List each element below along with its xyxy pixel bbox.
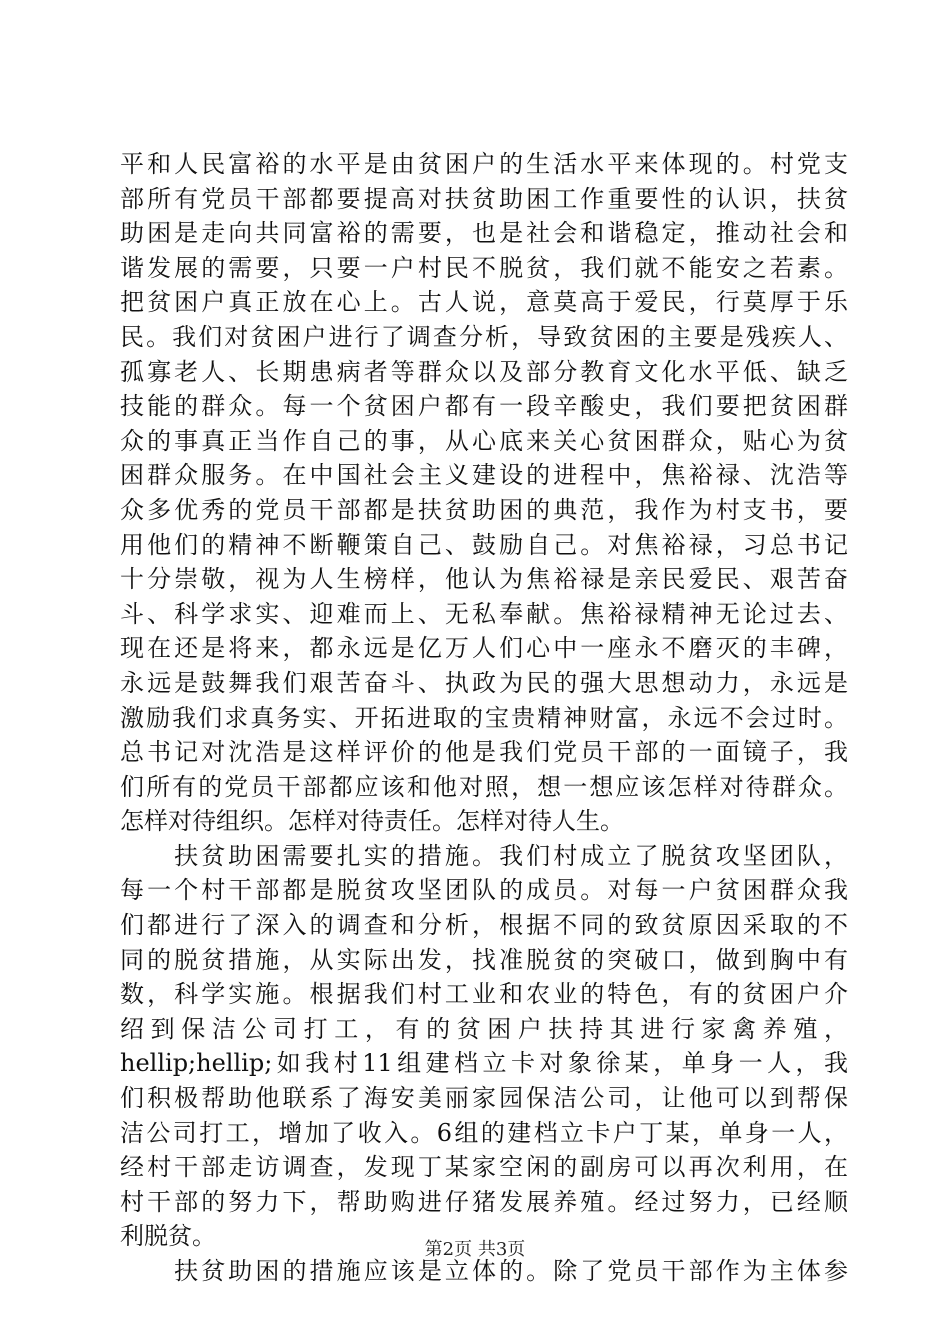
paragraph-first-line: 扶贫助困需要扎实的措施。我们村成立了脱贫攻坚团队， <box>120 841 848 870</box>
text-line: 现在还是将来，都永远是亿万人们心中一座永不磨灭的丰碑， <box>120 634 848 663</box>
text-line: 永远是鼓舞我们艰苦奋斗、执政为民的强大思想动力，永远是 <box>120 668 848 697</box>
text-line: 经村干部走访调查，发现丁某家空闲的副房可以再次利用，在 <box>120 1153 848 1182</box>
text-line: 众多优秀的党员干部都是扶贫助困的典范，我作为村支书，要 <box>120 495 848 524</box>
text-line: 孤寡老人、长期患病者等群众以及部分教育文化水平低、缺乏 <box>120 357 848 386</box>
text-line: 总书记对沈浩是这样评价的他是我们党员干部的一面镜子，我 <box>120 738 848 767</box>
text-line: 民。我们对贫困户进行了调查分析，导致贫困的主要是残疾人、 <box>120 322 848 351</box>
text-line: hellip;hellip;如我村11组建档立卡对象徐某，单身一人，我 <box>120 1049 848 1078</box>
paragraph-end-line: 利脱贫。 <box>120 1222 216 1251</box>
text-line: 技能的群众。每一个贫困户都有一段辛酸史，我们要把贫困群 <box>120 392 848 421</box>
text-line: 们都进行了深入的调查和分析，根据不同的致贫原因采取的不 <box>120 911 848 940</box>
text-line: 部所有党员干部都要提高对扶贫助困工作重要性的认识，扶贫 <box>120 184 848 213</box>
text-line: 数，科学实施。根据我们村工业和农业的特色，有的贫困户介 <box>120 980 848 1009</box>
text-line: 们所有的党员干部都应该和他对照，想一想应该怎样对待群众。 <box>120 772 848 801</box>
text-line: 每一个村干部都是脱贫攻坚团队的成员。对每一户贫困群众我 <box>120 876 848 905</box>
text-line: 洁公司打工，增加了收入。6组的建档立卡户丁某，单身一人， <box>120 1118 848 1147</box>
text-line: 谐发展的需要，只要一户村民不脱贫，我们就不能安之若素。 <box>120 253 848 282</box>
text-line: 激励我们求真务实、开拓进取的宝贵精神财富，永远不会过时。 <box>120 703 848 732</box>
text-line: 众的事真正当作自己的事，从心底来关心贫困群众，贴心为贫 <box>120 426 848 455</box>
text-line: 绍到保洁公司打工，有的贫困户扶持其进行家禽养殖， <box>120 1014 848 1043</box>
text-line: 用他们的精神不断鞭策自己、鼓励自己。对焦裕禄，习总书记 <box>120 530 848 559</box>
text-line: 把贫困户真正放在心上。古人说，意莫高于爱民，行莫厚于乐 <box>120 288 848 317</box>
text-line: 助困是走向共同富裕的需要，也是社会和谐稳定，推动社会和 <box>120 219 848 248</box>
text-line: 十分崇敬，视为人生榜样，他认为焦裕禄是亲民爱民、艰苦奋 <box>120 565 848 594</box>
paragraph-first-line: 扶贫助困的措施应该是立体的。除了党员干部作为主体参 <box>120 1257 848 1285</box>
text-line: 斗、科学求实、迎难而上、无私奉献。焦裕禄精神无论过去、 <box>120 599 848 628</box>
document-body <box>120 147 848 1289</box>
text-line: 们积极帮助他联系了海安美丽家园保洁公司，让他可以到帮保 <box>120 1084 848 1113</box>
text-line: 困群众服务。在中国社会主义建设的进程中，焦裕禄、沈浩等 <box>120 461 848 490</box>
paragraph-end-line: 怎样对待组织。怎样对待责任。怎样对待人生。 <box>120 807 624 836</box>
text-line: 同的脱贫措施，从实际出发，找准脱贫的突破口，做到胸中有 <box>120 945 848 974</box>
text-line: 村干部的努力下，帮助购进仔猪发展养殖。经过努力，已经顺 <box>120 1187 848 1216</box>
page-footer: 第2页 共3页 <box>424 1239 526 1260</box>
text-line: 平和人民富裕的水平是由贫困户的生活水平来体现的。村党支 <box>120 150 848 178</box>
